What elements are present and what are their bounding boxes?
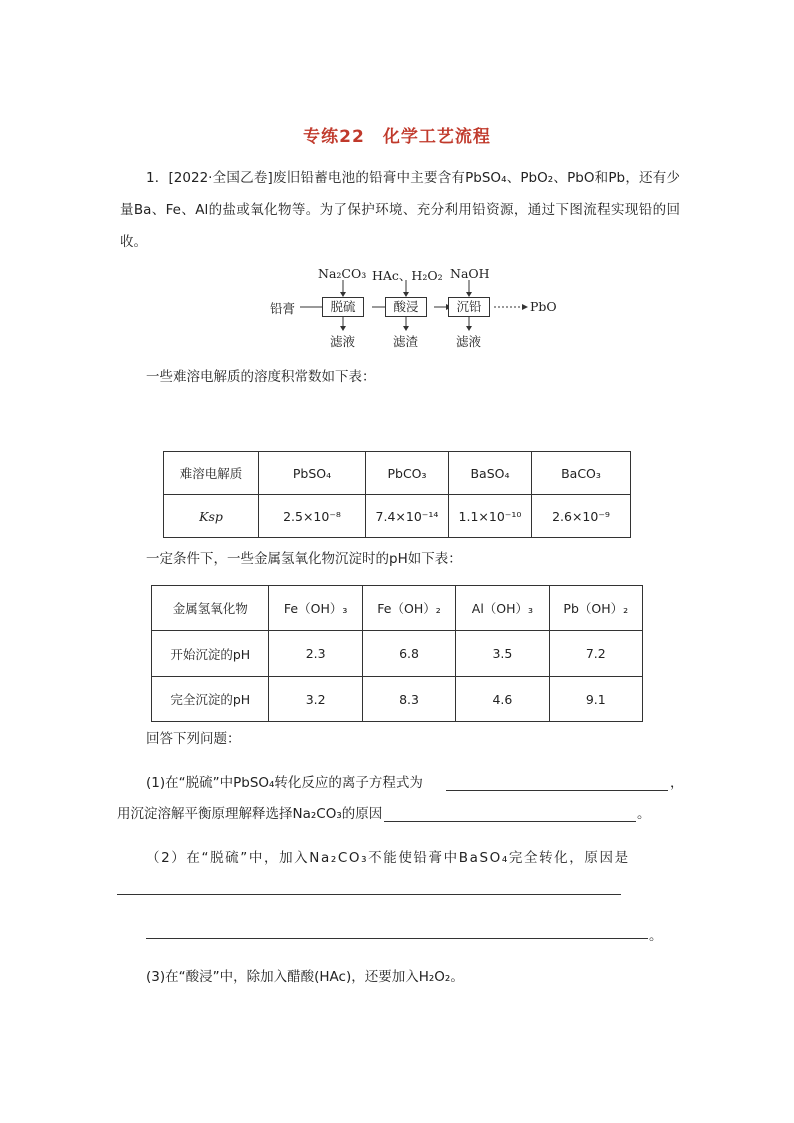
flow-start-label: 铅膏	[270, 301, 296, 316]
ksp-header-cell: 难溶电解质	[164, 452, 259, 495]
ph-header-cell: Al（OH）₃	[456, 586, 549, 631]
flow-step-acid-leach: 酸浸	[385, 297, 427, 317]
subquestion-2-line1: （2）在“脱硫”中，加入Na₂CO₃不能使铅膏中BaSO₄完全转化，原因是	[146, 850, 630, 866]
ksp-intro: 一些难溶电解质的溶度积常数如下表：	[146, 369, 376, 385]
table-row	[152, 586, 643, 631]
answer-blank-4[interactable]	[146, 938, 648, 939]
answer-blank-1[interactable]	[446, 790, 668, 791]
flow-reagent-2: HAc、H₂O₂	[372, 268, 443, 283]
table-row	[164, 452, 631, 495]
ksp-header-cell: PbCO₃	[366, 452, 449, 495]
ph-intro: 一定条件下，一些金属氢氧化物沉淀时的pH如下表：	[146, 551, 462, 567]
flow-reagent-1: Na₂CO₃	[318, 266, 367, 281]
ph-header-cell: Fe（OH）₃	[269, 586, 362, 631]
ph-table	[151, 585, 643, 722]
ksp-table	[163, 451, 631, 538]
subquestion-1-line2: 用沉淀溶解平衡原理解释选择Na₂CO₃的原因	[117, 806, 383, 822]
ph-header-cell: Fe（OH）₂	[362, 586, 455, 631]
ph-value-cell: 6.8	[362, 631, 455, 677]
ph-header-cell: Pb（OH）₂	[549, 586, 642, 631]
ksp-value-cell: 2.6×10⁻⁹	[532, 495, 631, 538]
answer-blank-2[interactable]	[384, 821, 636, 822]
punctuation: 。	[649, 928, 663, 944]
ksp-header-cell: BaCO₃	[532, 452, 631, 495]
table-row	[152, 677, 643, 722]
answer-blank-3[interactable]	[117, 894, 621, 895]
ksp-value-cell: 1.1×10⁻¹⁰	[449, 495, 532, 538]
flow-step-lead-precipitation: 沉铅	[448, 297, 490, 317]
punctuation: 。	[637, 806, 651, 822]
ph-value-cell: 8.3	[362, 677, 455, 722]
table-row	[152, 631, 643, 677]
flow-reagent-3: NaOH	[450, 266, 490, 281]
punctuation: ，	[670, 775, 684, 791]
ph-header-cell: 金属氢氧化物	[152, 586, 269, 631]
ph-value-cell: 3.2	[269, 677, 362, 722]
flow-output-1: 滤液	[330, 334, 356, 349]
page-title: 专练22 化学工艺流程	[303, 127, 491, 147]
subquestion-1-line1: (1)在“脱硫”中PbSO₄转化反应的离子方程式为	[146, 775, 423, 791]
subquestion-3-line1: (3)在“酸浸”中，除加入醋酸(HAc)，还要加入H₂O₂。	[146, 969, 464, 985]
flow-step-desulfurization: 脱硫	[322, 297, 364, 317]
ph-value-cell: 7.2	[549, 631, 642, 677]
ksp-value-cell: 7.4×10⁻¹⁴	[366, 495, 449, 538]
question-1-text: 1．[2022·全国乙卷]废旧铅蓄电池的铅膏中主要含有PbSO₄、PbO₂、PbO和Pb，还有少量Ba、Fe、Al的盐或氧化物等。为了保护环境、充分利用铅资源，通过下图流程实现铅的回收。	[120, 170, 680, 250]
answer-prompt: 回答下列问题：	[146, 731, 241, 747]
ksp-header-cell: BaSO₄	[449, 452, 532, 495]
flow-output-2: 滤渣	[393, 334, 419, 349]
ph-row-label: 开始沉淀的pH	[152, 631, 269, 677]
ksp-value-cell: 2.5×10⁻⁸	[259, 495, 366, 538]
ph-value-cell: 2.3	[269, 631, 362, 677]
flow-end-label: PbO	[530, 299, 557, 314]
ph-value-cell: 9.1	[549, 677, 642, 722]
flow-output-3: 滤液	[456, 334, 482, 349]
ksp-header-cell: PbSO₄	[259, 452, 366, 495]
ph-value-cell: 3.5	[456, 631, 549, 677]
ksp-row-label: Ksp	[164, 495, 259, 538]
ph-row-label: 完全沉淀的pH	[152, 677, 269, 722]
ph-value-cell: 4.6	[456, 677, 549, 722]
table-row	[164, 495, 631, 538]
